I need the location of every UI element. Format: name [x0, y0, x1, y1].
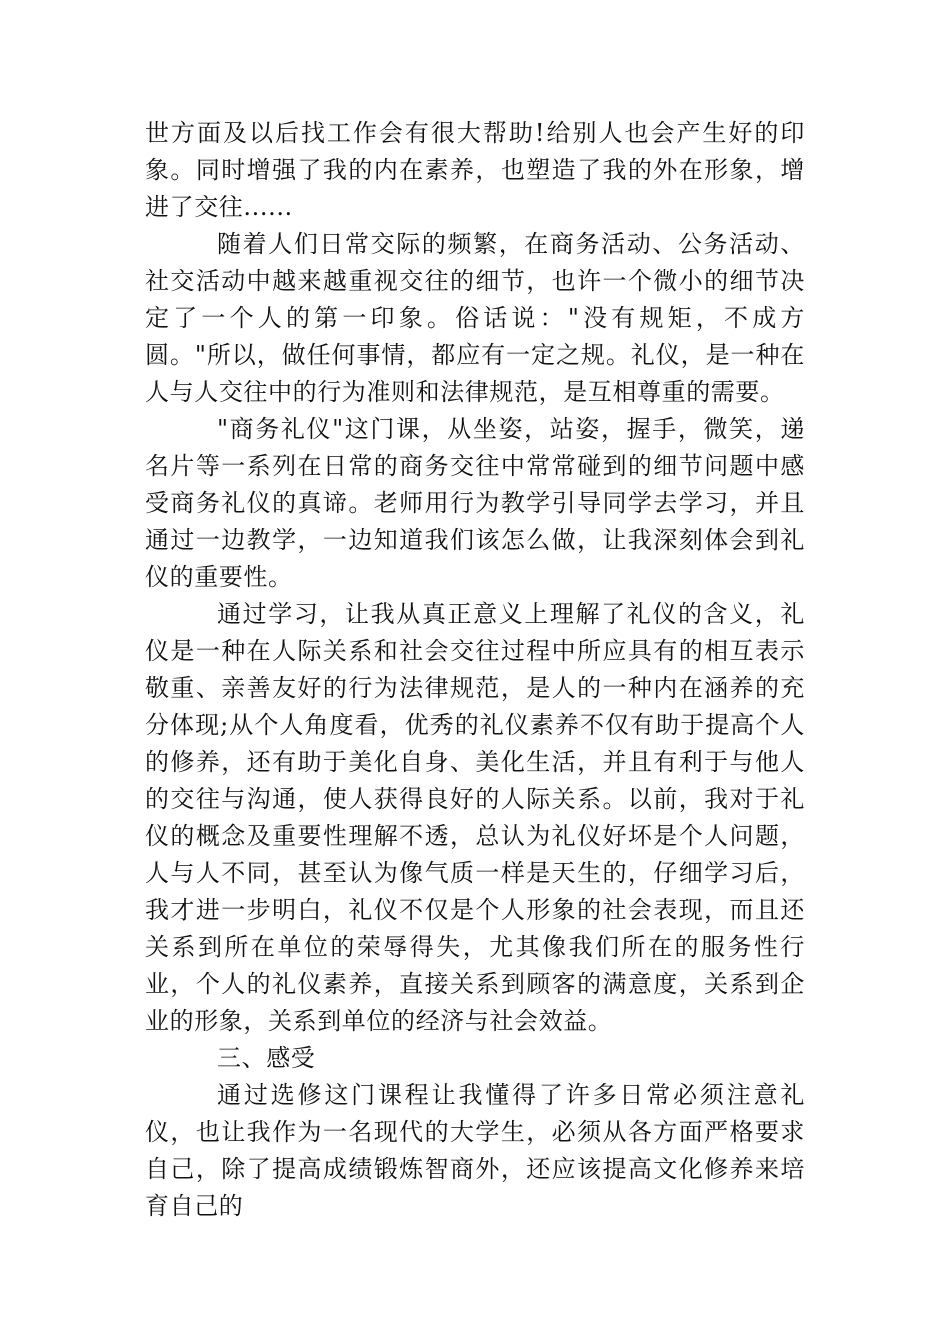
paragraph-business-etiquette-course: "商务礼仪"这门课，从坐姿，站姿，握手，微笑，递名片等一系列在日常的商务交往中常常碰到的细节问题中感受商务礼仪的真谛。老师用行为教学引导同学去学习，并且通过一边教学，一边知道我们该怎么做，让我深刻体会到礼仪的重要性。	[145, 415, 805, 591]
paragraph-social-details: 随着人们日常交际的频繁，在商务活动、公务活动、社交活动中越来越重视交往的细节，也许一个微小的细节决定了一个人的第一印象。俗话说："没有规矩，不成方圆。"所以，做任何事情，都应有一定之规。礼仪，是一种在人与人交往中的行为准则和法律规范，是互相尊重的需要。	[145, 230, 805, 406]
document-body	[145, 115, 805, 1225]
paragraph-etiquette-meaning: 通过学习，让我从真正意义上理解了礼仪的含义，礼仪是一种在人际关系和社会交往过程中所应具有的相互表示敬重、亲善友好的行为法律规范，是人的一种内在涵养的充分体现;从个人角度看，优秀的礼仪素养不仅有助于提高个人的修养，还有助于美化自身、美化生活，并且有利于与他人的交往与沟通，使人获得良好的人际关系。以前，我对于礼仪的概念及重要性理解不透，总认为礼仪好坏是个人问题，人与人不同，甚至认为像气质一样是天生的，仔细学习后，我才进一步明白，礼仪不仅是个人形象的社会表现，而且还关系到所在单位的荣辱得失，尤其像我们所在的服务性行业，个人的礼仪素养，直接关系到顾客的满意度，关系到企业的形象，关系到单位的经济与社会效益。	[145, 600, 805, 1035]
paragraph-feelings: 通过选修这门课程让我懂得了许多日常必须注意礼仪，也让我作为一名现代的大学生，必须从各方面严格要求自己，除了提高成绩锻炼智商外，还应该提高文化修养来培育自己的	[145, 1081, 805, 1220]
section-heading-feelings: 三、感受	[217, 1044, 316, 1072]
paragraph-continuation: 世方面及以后找工作会有很大帮助!给别人也会产生好的印象。同时增强了我的内在素养，也塑造了我的外在形象，增进了交往......	[145, 119, 805, 221]
